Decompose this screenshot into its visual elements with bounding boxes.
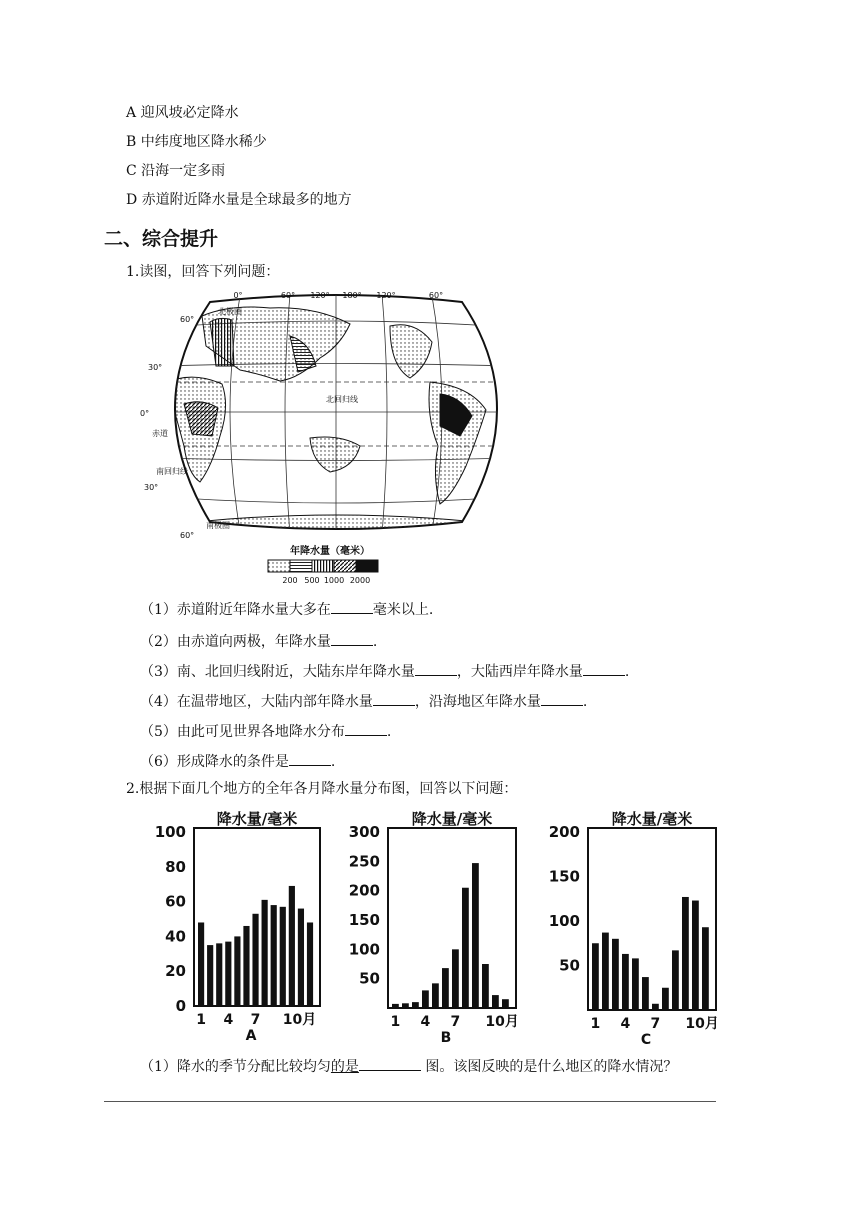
q2-sub-1 bbox=[140, 1056, 677, 1076]
sub-text: （5）由此可见世界各地降水分布 bbox=[140, 724, 345, 740]
lon-label: 180° bbox=[342, 291, 362, 300]
option-a bbox=[126, 104, 239, 122]
bar bbox=[289, 886, 295, 1006]
lon-label: 120° bbox=[310, 291, 330, 300]
bar bbox=[592, 943, 599, 1010]
option-letter: A bbox=[126, 105, 137, 121]
bar bbox=[442, 968, 449, 1008]
sub-text: . bbox=[372, 634, 378, 650]
answer-line[interactable] bbox=[104, 1101, 716, 1102]
y-tick-label: 200 bbox=[348, 881, 380, 900]
bar bbox=[243, 926, 249, 1006]
sub-text: （1）降水的季节分配比较均匀 bbox=[140, 1059, 331, 1075]
legend-value: 1000 bbox=[323, 576, 345, 585]
equator-label: 赤道 bbox=[152, 429, 168, 438]
chart-c bbox=[540, 806, 740, 1046]
bar bbox=[298, 909, 304, 1006]
q1-sub-1 bbox=[140, 599, 433, 619]
answer-blank[interactable] bbox=[289, 751, 331, 766]
bar bbox=[452, 949, 459, 1008]
chart-a bbox=[140, 806, 335, 1046]
x-tick-label: 4 bbox=[420, 1014, 431, 1030]
sub-text: . bbox=[624, 664, 630, 680]
lat-label: 30° bbox=[148, 363, 163, 372]
legend-title: 年降水量（毫米） bbox=[290, 546, 370, 557]
bar bbox=[632, 958, 639, 1010]
y-tick-label: 200 bbox=[548, 823, 580, 841]
chart-title: 降水量/毫米 bbox=[411, 810, 493, 828]
lon-label: 0° bbox=[233, 291, 243, 300]
bar bbox=[672, 950, 679, 1010]
answer-blank[interactable] bbox=[541, 691, 583, 706]
sub-text: （2）由赤道向两极，年降水量 bbox=[140, 634, 331, 650]
y-tick-label: 40 bbox=[165, 927, 186, 946]
bar bbox=[216, 943, 222, 1006]
answer-blank[interactable] bbox=[415, 661, 457, 676]
bar bbox=[682, 897, 689, 1010]
option-text: 中纬度地区降水稀少 bbox=[140, 134, 267, 150]
x-tick-label: 10月 bbox=[485, 1014, 519, 1030]
y-tick-label: 20 bbox=[165, 962, 186, 981]
north-polar-label: 北极圈 bbox=[218, 307, 242, 316]
x-tick-label: 7 bbox=[650, 1016, 661, 1032]
bar bbox=[692, 901, 699, 1010]
chart-letter-label: A bbox=[245, 1028, 257, 1044]
x-tick-label: 10月 bbox=[685, 1016, 719, 1032]
q1-prompt: 1.读图，回答下列问题： bbox=[126, 264, 280, 280]
legend-value: 200 bbox=[282, 576, 298, 585]
answer-blank[interactable] bbox=[583, 661, 625, 676]
q1-sub-2 bbox=[140, 631, 377, 651]
bar bbox=[662, 988, 669, 1010]
x-tick-label: 1 bbox=[196, 1012, 206, 1028]
legend-value: 500 bbox=[304, 576, 320, 585]
x-tick-label: 4 bbox=[620, 1016, 631, 1032]
sub-text: （3）南、北回归线附近，大陆东岸年降水量 bbox=[140, 664, 415, 680]
bar bbox=[412, 1002, 419, 1008]
sub-text: 的是 bbox=[330, 1059, 359, 1075]
sub-text: 毫米以上. bbox=[372, 602, 434, 618]
sub-text: （6）形成降水的条件是 bbox=[140, 754, 289, 770]
sub-text: （1）赤道附近年降水量大多在 bbox=[140, 602, 331, 618]
bar bbox=[271, 905, 277, 1006]
south-polar-label: 南极圈 bbox=[206, 521, 230, 530]
option-letter: D bbox=[126, 192, 138, 208]
bar bbox=[482, 964, 489, 1008]
answer-blank[interactable] bbox=[331, 599, 373, 614]
bar bbox=[462, 888, 469, 1008]
option-b bbox=[126, 133, 267, 151]
bar bbox=[622, 954, 629, 1010]
answer-blank[interactable] bbox=[345, 721, 387, 736]
y-tick-label: 100 bbox=[348, 940, 380, 959]
bar bbox=[422, 990, 429, 1008]
bar bbox=[402, 1003, 409, 1008]
option-d bbox=[126, 191, 352, 209]
y-tick-label: 50 bbox=[359, 969, 380, 988]
bar bbox=[472, 863, 479, 1008]
bar bbox=[492, 995, 499, 1008]
legend-value: 2000 bbox=[349, 576, 371, 585]
sub-text: ，沿海地区年降水量 bbox=[414, 694, 541, 710]
bar bbox=[307, 922, 313, 1006]
bar bbox=[652, 1004, 659, 1010]
world-precipitation-map bbox=[140, 286, 532, 586]
option-text: 赤道附近降水量是全球最多的地方 bbox=[141, 192, 352, 208]
chart-letter-label: B bbox=[440, 1030, 452, 1046]
chart-title: 降水量/毫米 bbox=[611, 810, 693, 828]
q1-sub-4 bbox=[140, 691, 587, 711]
q1-sub-5 bbox=[140, 721, 391, 741]
answer-blank[interactable] bbox=[373, 691, 415, 706]
bar bbox=[642, 977, 649, 1010]
q2-prompt: 2.根据下面几个地方的全年各月降水量分布图，回答以下问题： bbox=[126, 781, 518, 797]
option-text: 沿海一定多雨 bbox=[141, 163, 226, 179]
map-legend bbox=[268, 544, 378, 585]
option-letter: B bbox=[126, 134, 137, 150]
option-c bbox=[126, 162, 225, 180]
x-tick-label: 7 bbox=[450, 1014, 461, 1030]
bar bbox=[432, 983, 439, 1008]
y-tick-label: 100 bbox=[154, 823, 186, 841]
y-tick-label: 80 bbox=[165, 857, 186, 876]
y-tick-label: 60 bbox=[165, 892, 186, 911]
chart-letter-label: C bbox=[640, 1032, 652, 1046]
bar bbox=[198, 922, 204, 1006]
bar bbox=[602, 933, 609, 1010]
answer-blank[interactable] bbox=[331, 631, 373, 646]
y-tick-label: 300 bbox=[348, 823, 380, 841]
tropic-capricorn-label: 南回归线 bbox=[156, 467, 188, 476]
lon-label: 120° bbox=[376, 291, 396, 300]
sub-text: . bbox=[582, 694, 588, 710]
option-letter: C bbox=[126, 163, 137, 179]
lon-label: 60° bbox=[280, 291, 296, 300]
bar bbox=[392, 1004, 399, 1008]
sub-text: . bbox=[330, 754, 336, 770]
bar bbox=[234, 936, 240, 1006]
bar bbox=[612, 939, 619, 1010]
x-tick-label: 7 bbox=[250, 1012, 261, 1028]
q1-sub-6 bbox=[140, 751, 335, 771]
y-tick-label: 150 bbox=[548, 867, 580, 886]
x-tick-label: 1 bbox=[590, 1016, 601, 1032]
y-tick-label: 0 bbox=[175, 997, 186, 1015]
bar bbox=[280, 907, 286, 1006]
sub-text: 图。该图反映的是什么地区的降水情况？ bbox=[420, 1059, 678, 1075]
sub-text: ，大陆西岸年降水量 bbox=[456, 664, 583, 680]
tropic-cancer-label: 北回归线 bbox=[326, 395, 358, 404]
bar bbox=[262, 900, 268, 1006]
lat-label: 0° bbox=[140, 409, 150, 418]
answer-blank[interactable] bbox=[359, 1056, 421, 1071]
sub-text: （4）在温带地区，大陆内部年降水量 bbox=[140, 694, 373, 710]
lat-label: 60° bbox=[180, 315, 195, 324]
lat-label: 60° bbox=[180, 531, 195, 540]
chart-b bbox=[338, 806, 533, 1046]
bar bbox=[207, 945, 213, 1006]
lat-label: 30° bbox=[144, 483, 159, 492]
q1-sub-3 bbox=[140, 661, 629, 681]
x-tick-label: 4 bbox=[223, 1012, 234, 1028]
lon-label: 60° bbox=[428, 291, 444, 300]
section-title: 二、综合提升 bbox=[104, 228, 219, 250]
x-tick-label: 1 bbox=[390, 1014, 401, 1030]
option-text: 迎风坡必定降水 bbox=[140, 105, 239, 121]
bar bbox=[252, 914, 258, 1006]
x-tick-label: 10月 bbox=[282, 1012, 317, 1028]
y-tick-label: 250 bbox=[348, 852, 380, 871]
chart-title: 降水量/毫米 bbox=[216, 810, 298, 828]
bar bbox=[702, 927, 709, 1010]
y-tick-label: 100 bbox=[548, 912, 580, 930]
y-tick-label: 50 bbox=[559, 956, 580, 975]
y-tick-label: 150 bbox=[348, 911, 380, 929]
bar bbox=[225, 942, 231, 1006]
bar bbox=[502, 999, 509, 1008]
sub-text: . bbox=[386, 724, 392, 740]
